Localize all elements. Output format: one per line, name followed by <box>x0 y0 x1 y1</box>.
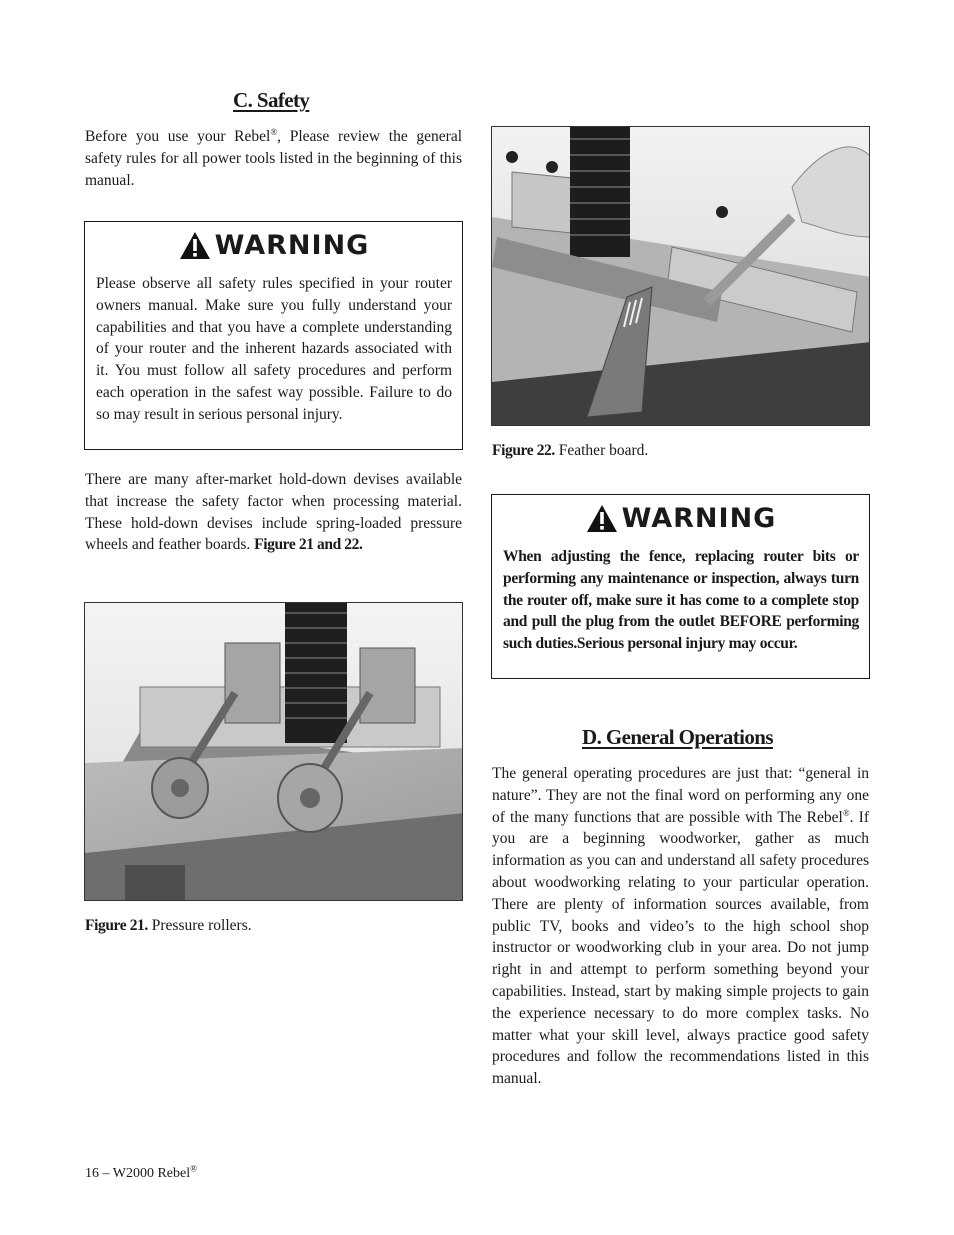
section-d-heading: D. General Operations <box>582 725 773 749</box>
warning-text: When adjusting the fence, replacing router bits or performing any maintenance or inspection, always turn the router off, make sure it has come to a complete stop and pull the plug from the outlet BEFORE performing such duties.Serious personal injury may occur. <box>503 548 859 653</box>
holddown-paragraph: There are many after-market hold-down devises available that increase the safety factor when processing material. These hold-down devises include spring-loaded pressure wheels and feather boards. Figure 21 and 22. <box>85 471 462 554</box>
figure-22-caption: Figure 22. Feather board. <box>492 442 649 459</box>
warning-text: Please observe all safety rules specified in your router owners manual. Make sure you fully understand your capabilities and that you have a complete understanding of your router and the inherent hazards associated with it. You must follow all safety procedures and perform each operation in the safest way possible. Failure to do so may result in serious personal injury. <box>96 275 452 423</box>
warning-title: WARNING <box>96 230 452 261</box>
page-footer: 16 – W2000 Rebel® <box>85 1163 197 1181</box>
warning-box-router <box>84 221 463 450</box>
section-c-heading: C. Safety <box>233 88 310 112</box>
section-c-intro: Before you use your Rebel®, Please review the general safety rules for all power tools listed in the beginning of this manual. <box>85 126 462 189</box>
figure-21-caption: Figure 21. Pressure rollers. <box>85 917 252 934</box>
warning-box-maintenance <box>491 494 870 679</box>
figure-22-photo <box>491 126 870 426</box>
warning-triangle-icon <box>586 504 618 533</box>
warning-triangle-icon <box>179 231 211 260</box>
figure-21-photo <box>84 602 463 901</box>
figure-reference: Figure 21 and 22. <box>254 536 363 554</box>
section-d-paragraph: The general operating procedures are just that: “general in nature”. They are not the final word on performing any one of the many functions that are possible with The Rebel®. If you are a beginning woodworker, gather as much information as you can and understand all safety procedures about woodworking relating to your particular operation. There are plenty of information sources available, from public TV, books and video’s to the high school shop instructor or woodworking club in your area. Do not jump right in and attempt to perform something beyond your capabilities. Instead, start by making simple projects to gain the experience necessary to do more complex tasks. No matter what your skill level, always practice good safety procedures and follow the recommendations listed in this manual. <box>492 765 870 1088</box>
warning-title: WARNING <box>503 503 859 534</box>
